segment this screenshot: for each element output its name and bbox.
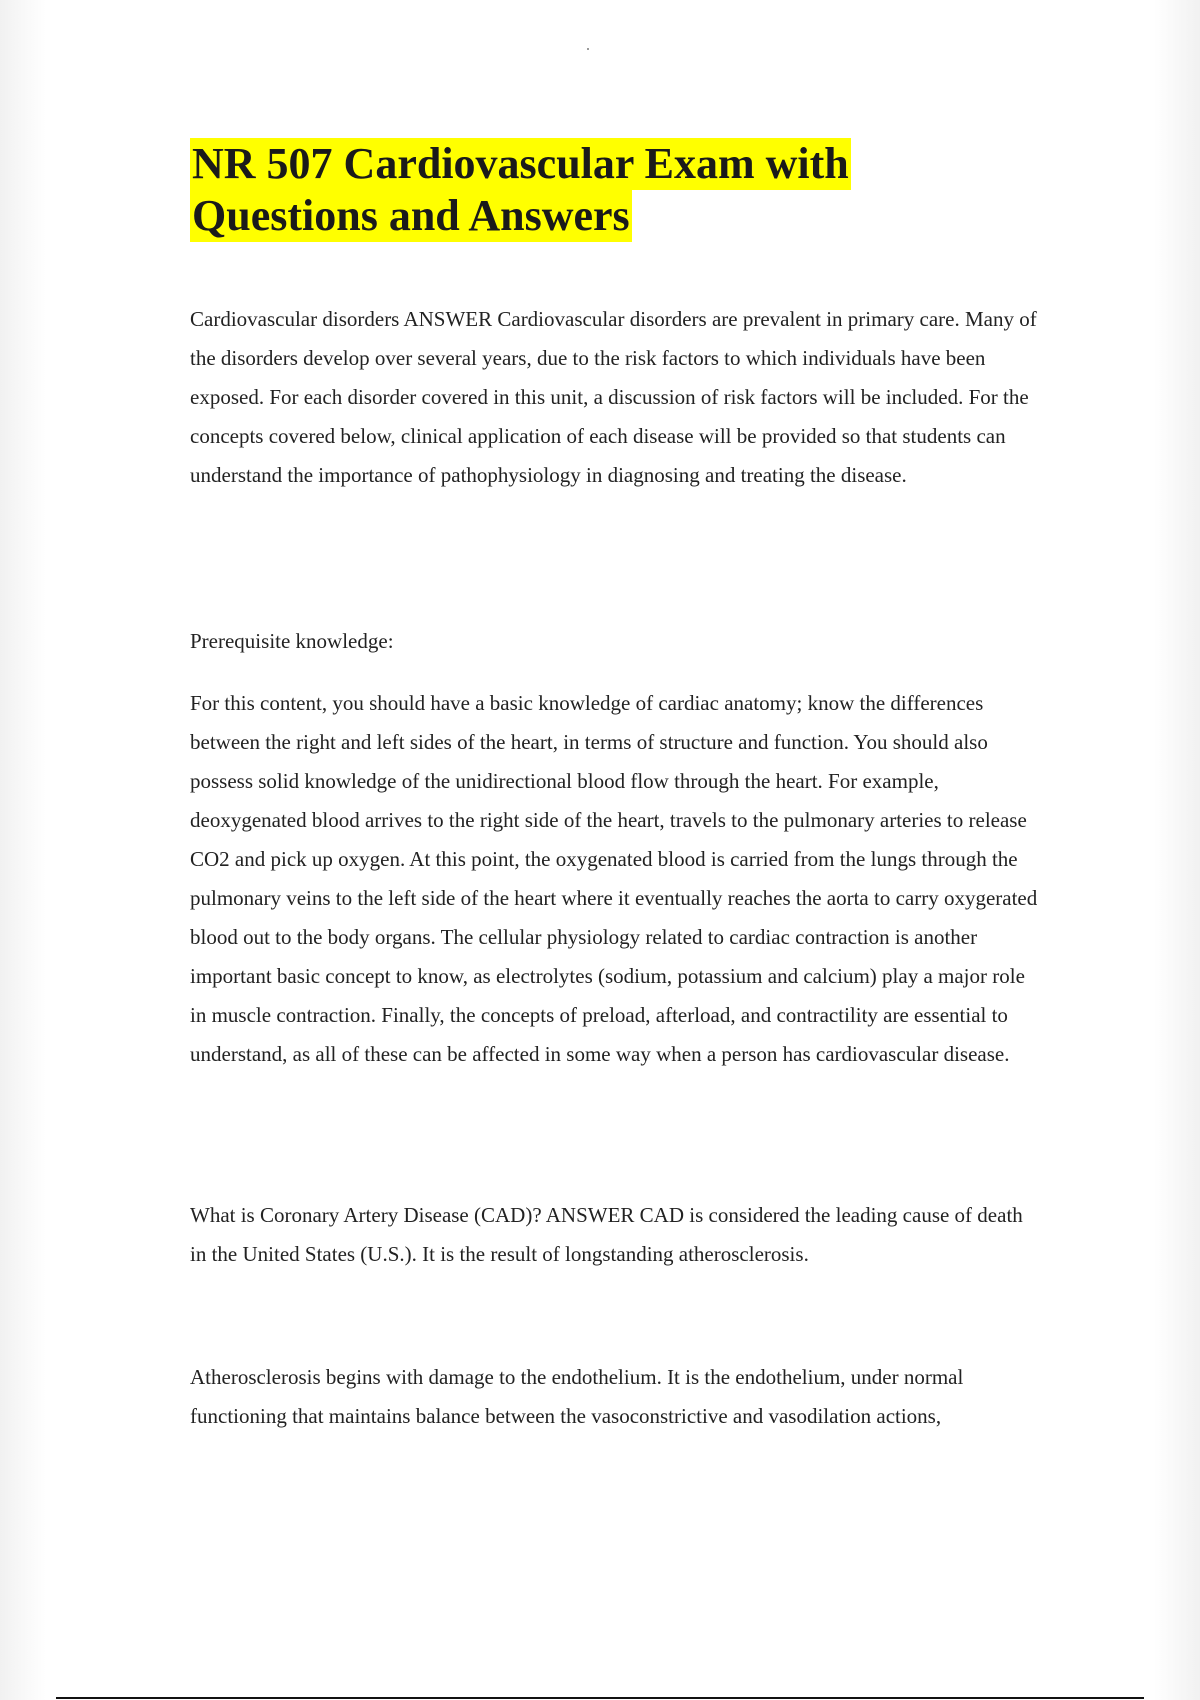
paragraph-prerequisite-heading: Prerequisite knowledge: bbox=[190, 629, 394, 653]
paragraph-cad-question: What is Coronary Artery Disease (CAD)? ANSWER CAD is considered the leading cause of death in the United States (U.S.). It is the result of longstanding atherosclerosis. bbox=[190, 1203, 1023, 1266]
paragraph-cardiovascular-disorders: Cardiovascular disorders ANSWER Cardiovascular disorders are prevalent in primary care. Many of the disorders develop over several years, due to the risk factors to which individuals have been exposed. For each disorder covered in this unit, a discussion of risk factors will be included. For the concepts covered below, clinical application of each disease will be provided so that students can understand the importance of pathophysiology in diagnosing and treating the disease. bbox=[190, 307, 1037, 487]
page-edge-right bbox=[1154, 0, 1200, 1700]
paragraph-prerequisite-knowledge: For this content, you should have a basic knowledge of cardiac anatomy; know the differences between the right and left sides of the heart, in terms of structure and function. You should also possess solid knowledge of the unidirectional blood flow through the heart. For example, deoxygenated blood arrives to the right side of the heart, travels to the pulmonary arteries to release CO2 and pick up oxygen. At this point, the oxygenated blood is carried from the lungs through the pulmonary veins to the left side of the heart where it eventually reaches the aorta to carry oxygerated blood out to the body organs. The cellular physiology related to cardiac contraction is another important basic concept to know, as electrolytes (sodium, potassium and calcium) play a major role in muscle contraction. Finally, the concepts of preload, afterload, and contractility are essential to understand, as all of these can be affected in some way when a person has cardiovascular disease. bbox=[190, 691, 1038, 1066]
title-line-2: Questions and Answers bbox=[192, 191, 630, 240]
title-line-1: NR 507 Cardiovascular Exam with bbox=[192, 139, 849, 188]
document-title bbox=[190, 138, 950, 242]
page-edge-left bbox=[0, 0, 46, 1700]
scan-speck bbox=[587, 48, 589, 50]
footer-divider bbox=[56, 1697, 1144, 1699]
paragraph-atherosclerosis: Atherosclerosis begins with damage to the endothelium. It is the endothelium, under normal functioning that maintains balance between the vasoconstrictive and vasodilation actions, bbox=[190, 1365, 964, 1428]
